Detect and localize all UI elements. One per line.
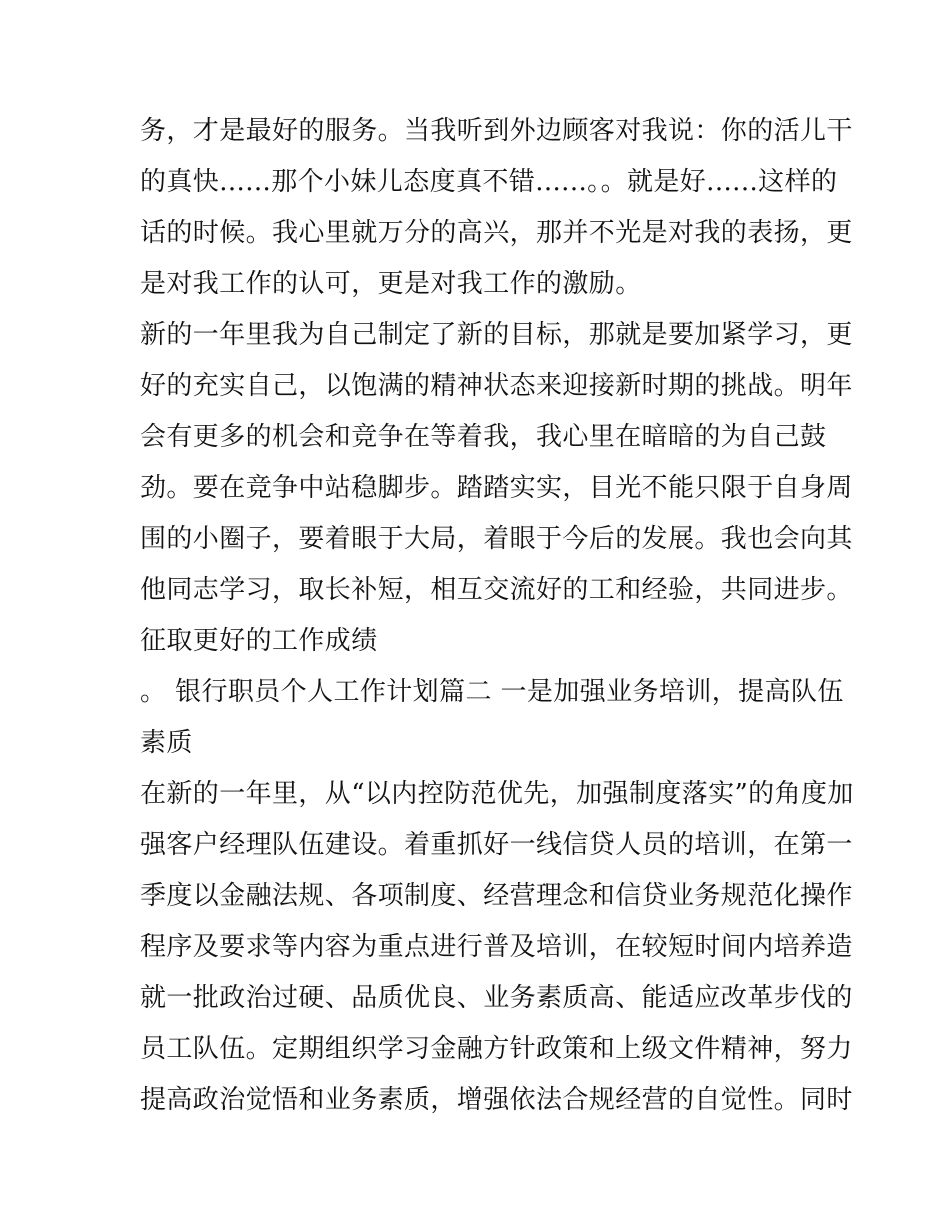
text-line: 提高政治觉悟和业务素质，增强依法合规经营的自觉性。同时 bbox=[140, 1085, 853, 1115]
text-line: 劲。要在竞争中站稳脚步。踏踏实实，目光不能只限于自身周 bbox=[140, 473, 853, 503]
text-line: 话的时候。我心里就万分的高兴，那并不光是对我的表扬，更 bbox=[140, 218, 853, 248]
text-line: 好的充实自己，以饱满的精神状态来迎接新时期的挑战。明年 bbox=[140, 371, 853, 401]
text-line: 务，才是最好的服务。当我听到外边顾客对我说：你的活儿干 bbox=[140, 116, 853, 146]
text-line: 征取更好的工作成绩 bbox=[140, 626, 378, 656]
text-line: 季度以金融法规、各项制度、经营理念和信贷业务规范化操作 bbox=[140, 881, 853, 911]
text-line: 的真快......那个小妹儿态度真不错......。。就是好......这样的 bbox=[140, 167, 838, 197]
text-line: 会有更多的机会和竞争在等着我，我心里在暗暗的为自己鼓 bbox=[140, 422, 827, 452]
body-text bbox=[140, 106, 854, 1126]
text-line: 他同志学习，取长补短，相互交流好的工和经验，共同进步。 bbox=[140, 575, 853, 605]
text-line: 是对我工作的认可，更是对我工作的激励。 bbox=[140, 269, 642, 299]
text-line: 围的小圈子，要着眼于大局，着眼于今后的发展。我也会向其 bbox=[140, 524, 853, 554]
text-line: 在新的一年里，从“以内控防范优先，加强制度落实”的角度加 bbox=[140, 779, 854, 809]
text-line: 就一批政治过硬、品质优良、业务素质高、能适应改革步伐的 bbox=[140, 983, 853, 1013]
text-line: 程序及要求等内容为重点进行普及培训，在较短时间内培养造 bbox=[140, 932, 853, 962]
text-line: 。 银行职员个人工作计划篇二 一是加强业务培训，提高队伍 bbox=[140, 677, 844, 707]
text-line: 素质 bbox=[140, 728, 193, 758]
text-line: 新的一年里我为自己制定了新的目标，那就是要加紧学习，更 bbox=[140, 320, 853, 350]
text-line: 员工队伍。定期组织学习金融方针政策和上级文件精神，努力 bbox=[140, 1034, 853, 1064]
text-line: 强客户经理队伍建设。着重抓好一线信贷人员的培训，在第一 bbox=[140, 830, 853, 860]
